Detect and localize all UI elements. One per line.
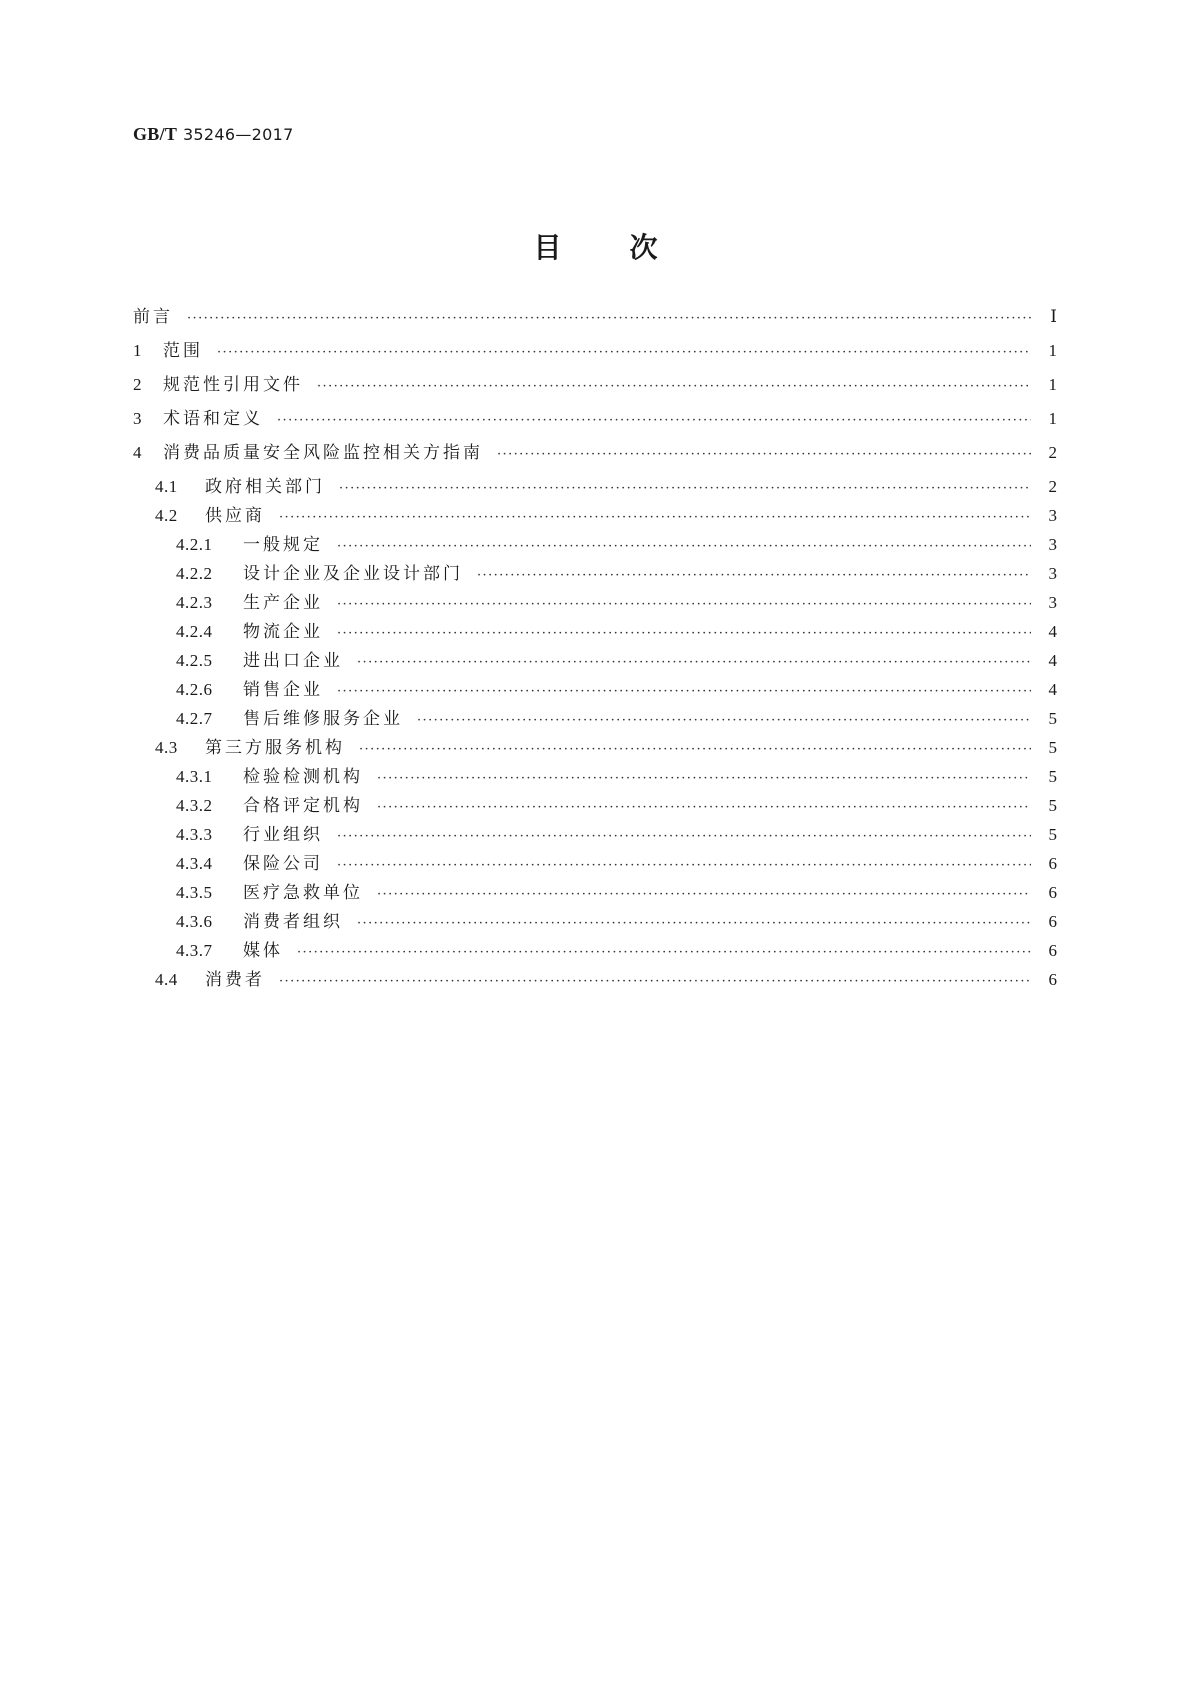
- toc-entry-number: 4.2.3: [176, 593, 213, 612]
- toc-dot-leader: [357, 650, 1031, 676]
- toc-dot-leader: [377, 795, 1031, 821]
- toc-entry-title: 保险公司: [243, 854, 323, 874]
- toc-entry-number: 4.3.3: [176, 825, 213, 844]
- toc-dot-leader: [357, 911, 1031, 937]
- toc-entry-page: 3: [1048, 593, 1057, 612]
- toc-entry-number: 4.2.6: [176, 680, 213, 699]
- toc-entry[interactable]: [155, 735, 1057, 761]
- standard-code-number: 35246—2017: [182, 125, 294, 144]
- toc-entry[interactable]: [176, 706, 1057, 732]
- toc-entry-title: 消费者组织: [243, 912, 343, 932]
- toc-entry-title: 进出口企业: [243, 651, 343, 671]
- toc-entry-page: 4: [1048, 651, 1057, 670]
- toc-entry-number: 4.3.1: [176, 767, 213, 786]
- toc-dot-leader: [477, 563, 1031, 589]
- toc-entry-number: 4.2.7: [176, 709, 213, 728]
- toc-entry-title: 前言: [133, 307, 173, 327]
- toc-entry-number: 4.2.1: [176, 535, 213, 554]
- toc-entry[interactable]: [176, 561, 1057, 587]
- toc-entry-page: 5: [1048, 738, 1057, 757]
- toc-entry-page: 3: [1048, 564, 1057, 583]
- toc-entry-number: 4.4: [155, 970, 178, 989]
- toc-entry-title: 消费品质量安全风险监控相关方指南: [163, 443, 483, 463]
- toc-entry-number: 2: [133, 375, 142, 394]
- toc-dot-leader: [277, 408, 1031, 434]
- toc-entry-title: 售后维修服务企业: [243, 709, 403, 729]
- toc-entry-title: 医疗急救单位: [243, 883, 363, 903]
- toc-entry-page: 1: [1048, 409, 1057, 428]
- toc-entry[interactable]: [133, 440, 1057, 466]
- toc-entry[interactable]: [176, 909, 1057, 935]
- toc-entry[interactable]: [176, 793, 1057, 819]
- toc-entry-page: 3: [1048, 506, 1057, 525]
- toc-entry-page: 6: [1048, 854, 1057, 873]
- toc-entry-page: 4: [1048, 680, 1057, 699]
- toc-entry[interactable]: [133, 338, 1057, 364]
- toc-entry-number: 4: [133, 443, 142, 462]
- toc-entry-number: 4.3.4: [176, 854, 213, 873]
- toc-dot-leader: [377, 882, 1031, 908]
- toc-entry-number: 3: [133, 409, 142, 428]
- toc-entry[interactable]: [176, 532, 1057, 558]
- toc-entry[interactable]: [176, 619, 1057, 645]
- toc-dot-leader: [337, 621, 1031, 647]
- toc-dot-leader: [337, 824, 1031, 850]
- toc-entry-title: 政府相关部门: [205, 477, 325, 497]
- toc-entry-number: 4.1: [155, 477, 178, 496]
- toc-dot-leader: [297, 940, 1031, 966]
- standard-code-header: [133, 124, 294, 145]
- toc-entry[interactable]: [176, 648, 1057, 674]
- toc-entry-page: 5: [1048, 709, 1057, 728]
- toc-entry-page: 2: [1048, 443, 1057, 462]
- toc-entry-number: 4.3.5: [176, 883, 213, 902]
- toc-entry[interactable]: [155, 503, 1057, 529]
- toc-entry[interactable]: [176, 938, 1057, 964]
- toc-entry[interactable]: [176, 590, 1057, 616]
- toc-entry-title: 媒体: [243, 941, 283, 961]
- toc-dot-leader: [187, 306, 1031, 332]
- toc-dot-leader: [497, 442, 1031, 468]
- toc-entry-page: 1: [1048, 341, 1057, 360]
- toc-entry[interactable]: [176, 677, 1057, 703]
- toc-entry-title: 合格评定机构: [243, 796, 363, 816]
- toc-entry[interactable]: [155, 967, 1057, 993]
- toc-entry[interactable]: [133, 406, 1057, 432]
- toc-entry-number: 4.2.2: [176, 564, 213, 583]
- standard-code-prefix: GB/T: [133, 124, 178, 144]
- toc-entry-page: 3: [1048, 535, 1057, 554]
- toc-dot-leader: [337, 679, 1031, 705]
- toc-entry[interactable]: [176, 880, 1057, 906]
- toc-dot-leader: [217, 340, 1031, 366]
- toc-entry-number: 4.3: [155, 738, 178, 757]
- toc-entry-page: 6: [1048, 941, 1057, 960]
- toc-dot-leader: [417, 708, 1031, 734]
- toc-entry-page: 5: [1048, 825, 1057, 844]
- toc-entry[interactable]: [133, 372, 1057, 398]
- toc-entry-number: 4.2: [155, 506, 178, 525]
- toc-entry-title: 规范性引用文件: [163, 375, 303, 395]
- toc-entry-number: 4.2.4: [176, 622, 213, 641]
- toc-entry-title: 第三方服务机构: [205, 738, 345, 758]
- toc-entry-title: 设计企业及企业设计部门: [243, 564, 463, 584]
- toc-dot-leader: [337, 534, 1031, 560]
- toc-entry-page: 5: [1048, 796, 1057, 815]
- toc-entry-title: 供应商: [205, 506, 265, 526]
- toc-entry[interactable]: [133, 304, 1057, 330]
- toc-entry-title: 消费者: [205, 970, 265, 990]
- toc-entry-title: 一般规定: [243, 535, 323, 555]
- toc-dot-leader: [339, 476, 1031, 502]
- toc-entry-page: 6: [1048, 970, 1057, 989]
- toc-dot-leader: [337, 592, 1031, 618]
- toc-entry-page: 1: [1048, 375, 1057, 394]
- toc-entry-title: 行业组织: [243, 825, 323, 845]
- toc-entry[interactable]: [176, 764, 1057, 790]
- toc-entry[interactable]: [176, 851, 1057, 877]
- toc-entry-number: 4.3.2: [176, 796, 213, 815]
- toc-dot-leader: [337, 853, 1031, 879]
- toc-entry[interactable]: [176, 822, 1057, 848]
- toc-dot-leader: [377, 766, 1031, 792]
- toc-entry-number: 4.2.5: [176, 651, 213, 670]
- toc-dot-leader: [317, 374, 1031, 400]
- toc-entry-title: 范围: [163, 341, 203, 361]
- toc-entry-page: 4: [1048, 622, 1057, 641]
- toc-entry[interactable]: [155, 474, 1057, 500]
- toc-entry-page: 5: [1048, 767, 1057, 786]
- toc-entry-page: Ⅰ: [1050, 307, 1057, 326]
- toc-entry-number: 1: [133, 341, 142, 360]
- toc-dot-leader: [279, 969, 1031, 995]
- toc-entry-page: 2: [1048, 477, 1057, 496]
- toc-entry-title: 检验检测机构: [243, 767, 363, 787]
- toc-entry-page: 6: [1048, 883, 1057, 902]
- toc-entry-number: 4.3.7: [176, 941, 213, 960]
- toc-entry-title: 术语和定义: [163, 409, 263, 429]
- toc-title: 目次: [533, 231, 726, 264]
- toc-dot-leader: [279, 505, 1031, 531]
- toc-entry-page: 6: [1048, 912, 1057, 931]
- toc-dot-leader: [359, 737, 1031, 763]
- toc-entry-number: 4.3.6: [176, 912, 213, 931]
- toc-entry-title: 生产企业: [243, 593, 323, 613]
- toc-entry-title: 物流企业: [243, 622, 323, 642]
- toc-entry-title: 销售企业: [243, 680, 323, 700]
